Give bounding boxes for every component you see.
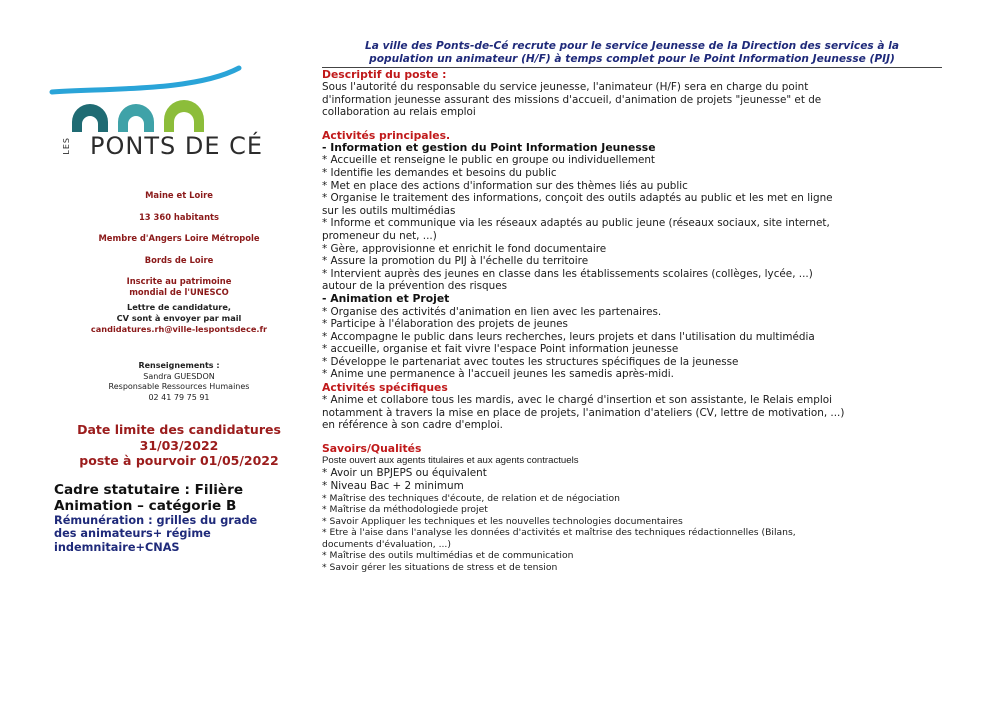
descriptif-line: Sous l'autorité du responsable du service jeunesse, l'animateur (H/F) sera en charge du point [322, 81, 809, 93]
cadre-line: Animation – catégorie B [54, 498, 237, 514]
list-item: * Anime une permanence à l'accueil jeunes les samedis après-midi. [322, 368, 674, 381]
deadline-block [44, 422, 314, 469]
list-item: * accueille, organise et fait vivre l'espace Point information jeunesse [322, 343, 679, 356]
remuneration-line: Rémunération : grilles du grade [54, 514, 258, 527]
list-item: * Avoir un BPJEPS ou équivalent [322, 467, 487, 480]
list-item: * Accueille et renseigne le public en groupe ou individuellement [322, 154, 655, 167]
cadre-statutaire [54, 482, 304, 554]
title-line: La ville des Ponts-de-Cé recrute pour le service Jeunesse de la Direction des services à la [364, 40, 899, 52]
list-item: promeneur du net, ...) [322, 229, 437, 242]
application-contact [44, 302, 314, 335]
logo-les-text: LES [62, 137, 71, 155]
renseignements-heading: Renseignements : [138, 361, 220, 370]
renseignements-line: Sandra GUESDON [143, 371, 215, 381]
deadline-line: Date limite des candidatures [77, 422, 281, 437]
list-item: * Anime et collabore tous les mardis, avec le chargé d'insertion et son assistante, le Relais emploi [322, 394, 832, 407]
list-item: * Identifie les demandes et besoins du public [322, 166, 557, 179]
descriptif-heading: Descriptif du poste : [322, 68, 447, 81]
list-item: * Maîtrise des outils multimédias et de communication [322, 550, 574, 562]
contact-line: Lettre de candidature, [126, 302, 231, 312]
info-line: 13 360 habitants [138, 211, 220, 222]
logo-wave [52, 68, 239, 92]
logo-arch-1 [72, 104, 108, 132]
remuneration-line: des animateurs+ régime [54, 527, 211, 541]
list-item: documents d'évaluation, ...) [322, 538, 451, 550]
activites-subheading: - Information et gestion du Point Information Jeunesse [322, 140, 656, 154]
contact-email[interactable]: candidatures.rh@ville-lespontsdece.fr [90, 324, 268, 334]
renseignements [44, 361, 314, 403]
list-item: notamment à travers la mise en place de projets, l'animation d'ateliers (CV, lettre de motivation, ...) [322, 406, 845, 419]
list-item: * Savoir gérer les situations de stress et de tension [322, 561, 558, 573]
start-date: poste à pourvoir 01/05/2022 [79, 453, 279, 468]
renseignements-line: 02 41 79 75 91 [148, 392, 210, 402]
list-item: * Assure la promotion du PIJ à l'échelle du territoire [322, 255, 589, 268]
activites-subheading: - Animation et Projet [322, 291, 450, 305]
list-item: * Organise des activités d'animation en lien avec les partenaires. [322, 305, 662, 318]
title-line: population un animateur (H/F) à temps complet pour le Point Information Jeunesse (PIJ) [369, 53, 895, 65]
job-description [322, 40, 942, 573]
list-item: sur les outils multimédias [322, 204, 456, 217]
list-item: * Maîtrise da méthodologiede projet [322, 504, 488, 516]
list-item: autour de la prévention des risques [322, 280, 508, 293]
list-item: * Accompagne le public dans leurs recherches, leurs projets et dans l'utilisation du multimédia [322, 330, 815, 343]
page-title [322, 40, 942, 66]
activites-heading: Activités principales. [322, 128, 451, 142]
list-item: * Savoir Appliquer les techniques et les nouvelles technologies documentaires [322, 515, 683, 527]
logo-wordmark: PONTS DE CÉ [90, 132, 264, 160]
list-item: * Informe et communique via les réseaux adaptés au public jeune (réseaux sociaux, site internet, [322, 217, 830, 230]
info-line: Inscrite au patrimoine [126, 276, 232, 286]
cadre-line: Cadre statutaire : Filière [54, 482, 244, 498]
contact-line: CV sont à envoyer par mail [116, 313, 242, 323]
list-item: * Maîtrise des techniques d'écoute, de relation et de négociation [322, 492, 620, 504]
renseignements-line: Responsable Ressources Humaines [108, 382, 250, 391]
commune-info [44, 190, 314, 309]
descriptif-line: collaboration au relais emploi [322, 106, 476, 119]
remuneration-line: indemnitaire+CNAS [54, 540, 180, 554]
list-item: * Met en place des actions d'information sur des thèmes liés au public [322, 179, 688, 192]
list-item: * Gère, approvisionne et enrichit le fond documentaire [322, 242, 607, 255]
logo-arch-3 [164, 100, 204, 132]
savoirs-intro: Poste ouvert aux agents titulaires et aux agents contractuels [322, 454, 579, 466]
info-line: Bords de Loire [144, 254, 214, 265]
info-line: Maine et Loire [145, 190, 213, 200]
savoirs-heading: Savoirs/Qualités [322, 441, 422, 455]
list-item: * Participe à l'élaboration des projets de jeunes [322, 318, 568, 331]
list-item: * Etre à l'aise dans l'analyse les données d'activités et maîtrise des techniques rédactionnelles (Bilans, [322, 527, 796, 539]
list-item: * Niveau Bac + 2 minimum [322, 480, 464, 493]
list-item: * Développe le partenariat avec toutes les structures spécifiques de la jeunesse [322, 355, 739, 368]
list-item: * Intervient auprès des jeunes en classe dans les établissements scolaires (collèges, lycée, ...) [322, 267, 813, 280]
descriptif-line: d'information jeunesse assurant des missions d'accueil, d'animation de projets "jeunesse" et de [322, 93, 822, 106]
list-item: en référence à son cadre d'emploi. [322, 419, 503, 432]
info-line: Membre d'Angers Loire Métropole [98, 233, 260, 243]
list-item: * Organise le traitement des informations, conçoit des outils adaptés au public et les met en ligne [322, 192, 833, 205]
specifiques-heading: Activités spécifiques [322, 381, 448, 395]
deadline-date: 31/03/2022 [139, 437, 219, 453]
info-line: mondial de l'UNESCO [129, 287, 229, 297]
logo-arch-2 [118, 104, 154, 132]
